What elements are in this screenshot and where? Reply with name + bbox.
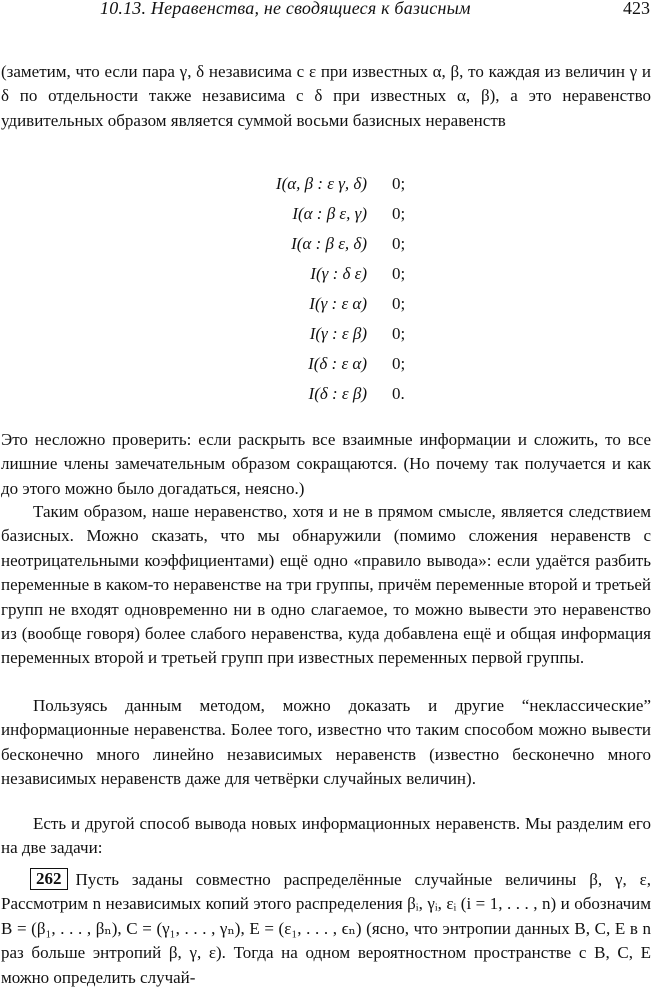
- inequality-right-side: 0;: [392, 174, 406, 193]
- inequality-left-side: I(γ : ε β): [309, 324, 367, 343]
- inequality-row: [0, 234, 652, 264]
- section-title: 10.13. Неравенства, не сводящиеся к базисным: [100, 0, 471, 18]
- page-number: 423: [623, 0, 650, 18]
- inequality-right-side: 0;: [392, 204, 406, 223]
- inequality-left-side: I(δ : ε α): [308, 354, 367, 373]
- inequality-row: [0, 204, 652, 234]
- inequality-row: [0, 294, 652, 324]
- inequality-left-side: I(γ : δ ε): [310, 264, 367, 283]
- inequality-right-side: 0.: [392, 384, 405, 403]
- inequality-left-side: I(α : β ε, γ): [292, 204, 367, 223]
- intro-paragraph: (заметим, что если пара γ, δ независима с ε при известных α, β, то каждая из величин γ и δ по отдельности также независима с δ при известных α, β), а это неравенство удивительных образом является суммой восьми базисных неравенств: [1, 62, 651, 130]
- inequality-row: [0, 264, 652, 294]
- verification-paragraph: Это несложно проверить: если раскрыть все взаимные информации и сложить, то все лишние члены замечательным образом сокращаются. (Но почему так получается и как до этого можно было догадаться, неясно.): [1, 430, 651, 498]
- problem-262: [1, 868, 651, 990]
- method-paragraph: Таким образом, наше неравенство, хотя и не в прямом смысле, является следствием базисных. Можно сказать, что мы обнаружили (помимо сложения неравенств с неотрицательными коэффициентами) ещё одно «правило вывода»: если удаётся разбить переменные в каком-то неравенстве на три группы, причём переменные второй и третьей групп не входят одновременно ни в одно слагаемое, то можно вывести это неравенство из (вообще говоря) более слабого неравенства, куда добавлена ещё и общая информация переменных второй и третьей групп при известных переменных первой группы.: [1, 502, 651, 668]
- problem-text: Пусть заданы совместно распределённые случайные величины β, γ, ε, Рассмотрим n независимых копий этого распределения βᵢ, γᵢ, εᵢ (i = 1, . . . , n) и обозначим B = (β₁, . . . , βₙ), C = (γ₁, . . . , γₙ), E = (ε₁, . . . , ϵₙ) (ясно, что энтропии данных B, C, E в n раз больше энтропий β, γ, ε). Тогда на одном вероятностном пространстве с B, C, E можно определить случай-: [1, 870, 651, 987]
- inequality-row: [0, 324, 652, 354]
- inequality-row: [0, 384, 652, 414]
- other-method-paragraph: Есть и другой способ вывода новых информационных неравенств. Мы разделим его на две задачи:: [1, 814, 651, 858]
- inequality-right-side: 0;: [392, 294, 406, 313]
- inequality-right-side: 0;: [392, 354, 406, 373]
- inequality-row: [0, 354, 652, 384]
- inequality-left-side: I(δ : ε β): [308, 384, 367, 403]
- inequality-left-side: I(α : β ε, δ): [291, 234, 367, 253]
- running-header: [0, 0, 652, 22]
- inequality-right-side: 0;: [392, 264, 406, 283]
- inequality-row: [0, 174, 652, 204]
- problem-number-box: 262: [30, 868, 68, 890]
- inequality-right-side: 0;: [392, 234, 406, 253]
- inequality-right-side: 0;: [392, 324, 406, 343]
- basis-inequalities: [0, 174, 652, 414]
- inequality-left-side: I(γ : ε α): [309, 294, 367, 313]
- nonclassical-inequalities-paragraph: Пользуясь данным методом, можно доказать и другие “неклассические” информационные неравенства. Более того, известно что таким способом можно вывести бесконечно много линейно независимых неравенств (известно бесконечно много независимых неравенств даже для четвёрки случайных величин).: [1, 696, 651, 789]
- inequality-left-side: I(α, β : ε γ, δ): [275, 174, 367, 193]
